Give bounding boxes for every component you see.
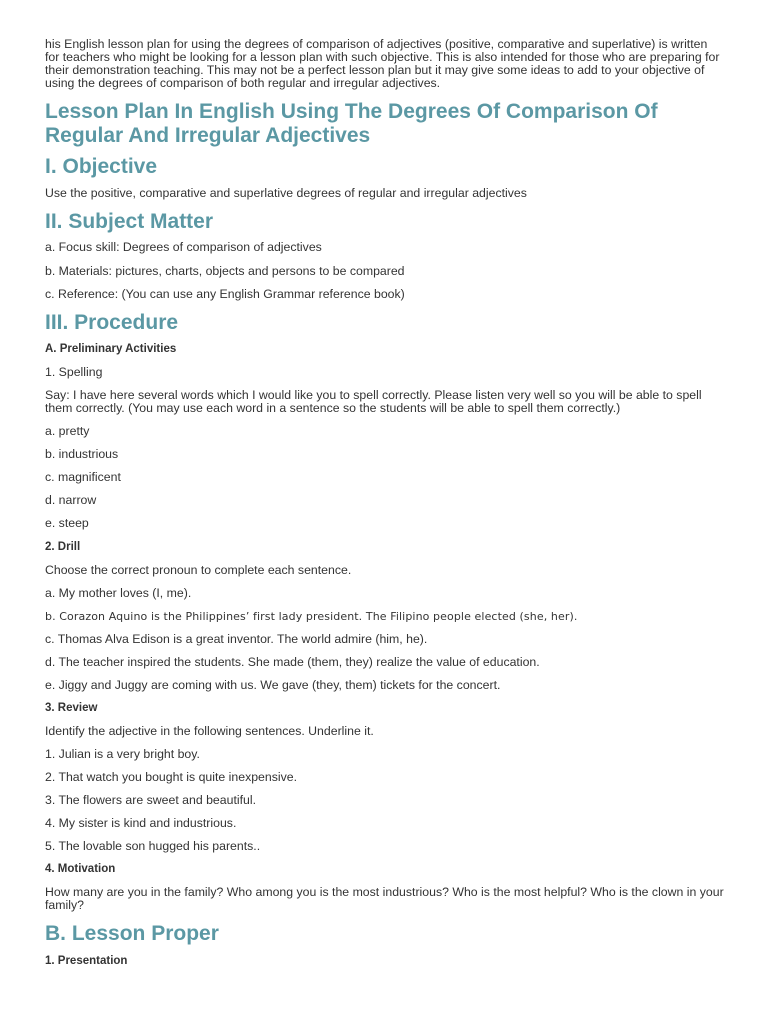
motivation-text: How many are you in the family? Who among you is the most industrious? Who is the most helpful? Who is the clown in your family? [45, 885, 724, 912]
drill-item: a. My mother loves (I, me). [45, 586, 192, 600]
objective-heading: I. Objective [45, 155, 158, 178]
review-item: 2. That watch you bought is quite inexpensive. [45, 770, 298, 784]
drill-instruction: Choose the correct pronoun to complete each sentence. [45, 563, 352, 577]
drill-item: c. Thomas Alva Edison is a great inventor. The world admire (him, he). [45, 632, 428, 646]
review-item: 3. The flowers are sweet and beautiful. [45, 793, 256, 807]
intro-paragraph: his English lesson plan for using the degrees of comparison of adjectives (positive, comparative and superlative) is written for teachers who might be looking for a lesson plan with such objective. This is also intended for those who are preparing for their demonstration teaching. This may not be a perfect lesson plan but it may give some ideas to add to your objective of using the degrees of comparison of both regular and irregular adjectives. [45, 37, 720, 90]
objective-text: Use the positive, comparative and superlative degrees of regular and irregular adjectives [45, 186, 527, 200]
subject-item: c. Reference: (You can use any English Grammar reference book) [45, 287, 405, 301]
review-instruction: Identify the adjective in the following sentences. Underline it. [45, 724, 374, 738]
subject-item: b. Materials: pictures, charts, objects and persons to be compared [45, 264, 405, 278]
subject-matter-heading: II. Subject Matter [45, 210, 214, 233]
spelling-word: c. magnificent [45, 470, 121, 484]
spelling-word: b. industrious [45, 447, 119, 461]
spelling-word: a. pretty [45, 424, 90, 438]
subject-item: a. Focus skill: Degrees of comparison of adjectives [45, 240, 322, 254]
procedure-heading: III. Procedure [45, 311, 179, 334]
drill-subheading: 2. Drill [45, 541, 81, 553]
spelling-label: 1. Spelling [45, 365, 103, 379]
review-subheading: 3. Review [45, 702, 98, 714]
review-item: 4. My sister is kind and industrious. [45, 816, 237, 830]
drill-item: b. Corazon Aquino is the Philippines’ first lady president. The Filipino people elected (she, her). [45, 610, 578, 623]
presentation-subheading: 1. Presentation [45, 955, 128, 967]
lesson-proper-heading: B. Lesson Proper [45, 922, 219, 945]
spelling-word: d. narrow [45, 493, 97, 507]
review-item: 1. Julian is a very bright boy. [45, 747, 200, 761]
spelling-word: e. steep [45, 516, 89, 530]
document-title: Lesson Plan In English Using The Degrees Of Comparison Of Regular And Irregular Adjectives [45, 100, 658, 147]
drill-item: d. The teacher inspired the students. She made (them, they) realize the value of education. [45, 655, 540, 669]
review-item: 5. The lovable son hugged his parents.. [45, 839, 261, 853]
motivation-subheading: 4. Motivation [45, 863, 116, 875]
spelling-instruction: Say: I have here several words which I would like you to spell correctly. Please listen very well so you will be able to spell them correctly. (You may use each word in a sentence so the students will be able to spell them correctly.) [45, 388, 702, 415]
drill-item: e. Jiggy and Juggy are coming with us. We gave (they, them) tickets for the concert. [45, 678, 501, 692]
preliminary-subheading: A. Preliminary Activities [45, 343, 177, 355]
